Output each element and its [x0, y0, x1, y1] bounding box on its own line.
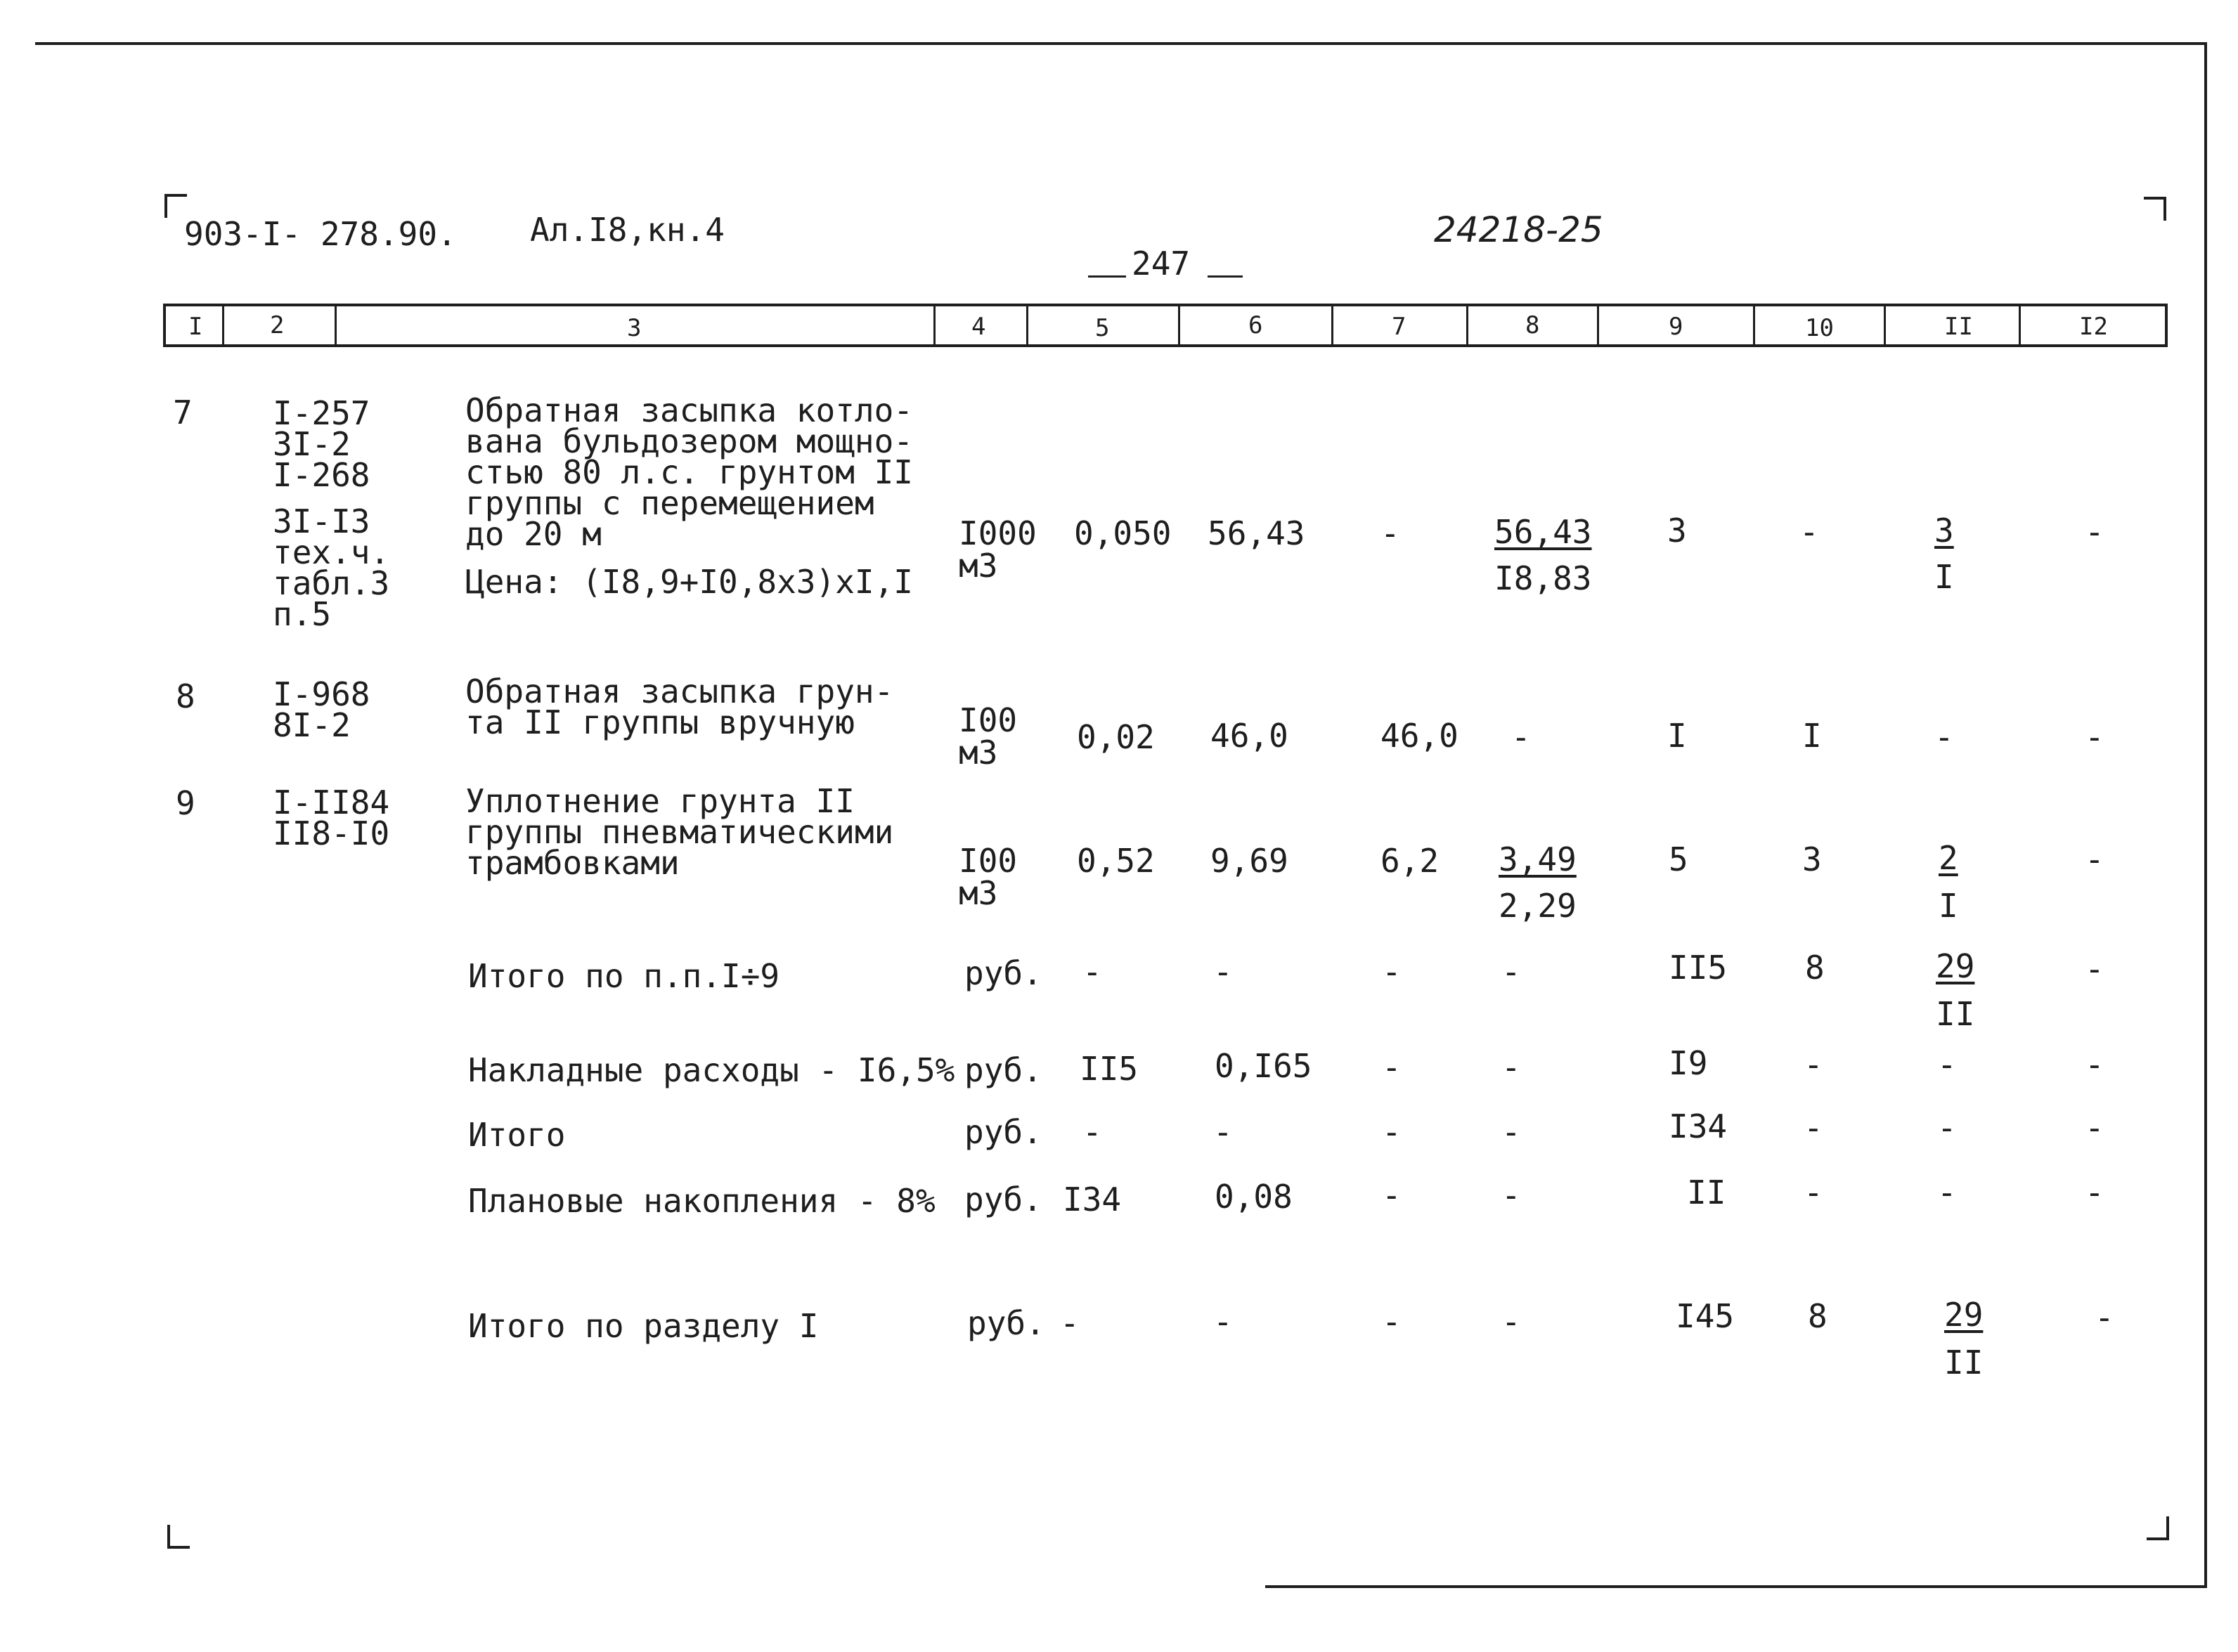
summary-planned-savings-col6: 0,08 [1215, 1178, 1293, 1216]
corner-mark-bottom-left [167, 1525, 190, 1549]
row-8-col12: - [2085, 718, 2104, 756]
row-8-unit-measure: м3 [959, 734, 998, 772]
row-9-col9: 5 [1669, 840, 1688, 878]
summary-total-unit: руб. [964, 1113, 1042, 1151]
summary-subtotal-label: Итого по п.п.I÷9 [468, 957, 780, 995]
row-7-number: 7 [173, 394, 193, 431]
summary-planned-savings-col11: - [1937, 1173, 1957, 1211]
page-number: 247 [1132, 245, 1191, 282]
row-8-desc-1: Обратная засыпка грун- [465, 672, 894, 710]
row-8-code-1: I-968 [273, 675, 370, 713]
right-border-line [2204, 42, 2207, 1588]
col-divider-9 [1753, 304, 1755, 347]
col-divider-1 [222, 304, 224, 347]
col-divider-2 [335, 304, 337, 347]
summary-total-label: Итого [468, 1116, 566, 1154]
column-header-row [163, 304, 2168, 347]
row-9-code-1: I-II84 [273, 783, 390, 821]
row-9-col6: 9,69 [1210, 842, 1288, 880]
row-8-number: 8 [176, 677, 195, 715]
row-9-col10: 3 [1802, 840, 1822, 878]
summary-section-total-unit: руб. [967, 1304, 1045, 1342]
summary-planned-savings-col5: I34 [1063, 1181, 1122, 1218]
row-7-col7: - [1380, 514, 1400, 552]
summary-subtotal-col12: - [2085, 950, 2104, 988]
summary-overhead-col12: - [2085, 1046, 2104, 1084]
summary-subtotal-col11-bottom: II [1936, 995, 1975, 1033]
row-7-code-4: 3I-I3 [273, 502, 370, 540]
row-8-col6: 46,0 [1210, 717, 1288, 755]
summary-total-col9: I34 [1669, 1107, 1728, 1145]
top-border-line [35, 42, 2207, 45]
summary-overhead-col5: II5 [1080, 1050, 1139, 1088]
row-7-code-7: п.5 [273, 595, 332, 633]
summary-section-total-label: Итого по разделу I [468, 1307, 819, 1345]
row-9-desc-1: Уплотнение грунта II [465, 782, 855, 820]
summary-overhead-label: Накладные расходы - I6,5% [468, 1051, 955, 1089]
col-divider-7 [1466, 304, 1468, 347]
row-8-col9: I [1667, 717, 1687, 755]
row-7-desc-4: группы с перемещением [465, 484, 874, 522]
row-9-desc-2: группы пневматическими [465, 813, 894, 851]
row-7-col10: - [1799, 513, 1819, 551]
summary-overhead-col6: 0,I65 [1215, 1047, 1312, 1085]
summary-section-total-col12: - [2095, 1299, 2114, 1336]
corner-mark-top-right [2144, 197, 2166, 221]
col-header-2: 2 [270, 311, 285, 339]
row-7-code-6: табл.3 [273, 564, 390, 602]
row-7-col6: 56,43 [1208, 514, 1305, 552]
summary-overhead-unit: руб. [964, 1051, 1042, 1089]
summary-overhead-col11: - [1937, 1046, 1957, 1084]
summary-total-col10: - [1804, 1109, 1823, 1147]
summary-section-total-col6: - [1213, 1303, 1233, 1341]
summary-subtotal-col5: - [1082, 953, 1102, 991]
row-7-code-3: I-268 [273, 456, 370, 494]
summary-overhead-col7: - [1382, 1048, 1402, 1086]
col-header-6: 6 [1248, 311, 1263, 339]
summary-total-col11: - [1937, 1109, 1957, 1147]
col-header-3: 3 [627, 314, 642, 342]
row-9-unit-qty: I00 [959, 842, 1018, 880]
row-9-col7: 6,2 [1380, 842, 1440, 880]
col-divider-6 [1331, 304, 1333, 347]
summary-planned-savings-col9: II [1687, 1173, 1726, 1211]
col-header-9: 9 [1669, 313, 1683, 341]
col-divider-10 [1884, 304, 1886, 347]
summary-section-total-col5: - [1060, 1304, 1080, 1342]
row-7-desc-1: Обратная засыпка котло- [465, 391, 913, 429]
row-7-code-5: тех.ч. [273, 533, 390, 571]
summary-planned-savings-col12: - [2085, 1173, 2104, 1211]
summary-section-total-col7: - [1382, 1303, 1402, 1341]
row-9-code-2: II8-I0 [273, 814, 390, 852]
page-number-dash-left [1088, 275, 1126, 278]
row-7-unit-measure: м3 [959, 547, 998, 585]
row-9-col5: 0,52 [1077, 842, 1155, 880]
summary-planned-savings-unit: руб. [964, 1181, 1042, 1218]
row-7-col8-top: 56,43 [1494, 513, 1592, 551]
page-number-dash-right [1208, 275, 1243, 278]
bottom-border-line [1265, 1585, 2207, 1588]
summary-overhead-col9: I9 [1669, 1044, 1708, 1082]
row-7-col11-top: 3 [1934, 512, 1954, 549]
row-7-code-2: 3I-2 [273, 425, 351, 463]
row-8-desc-2: та II группы вручную [465, 703, 855, 741]
summary-section-total-col8: - [1501, 1303, 1521, 1341]
summary-planned-savings-label: Плановые накопления - 8% [468, 1182, 936, 1220]
row-7-desc-5: до 20 м [465, 515, 602, 553]
summary-subtotal-col9: II5 [1669, 949, 1728, 987]
row-9-unit-measure: м3 [959, 874, 998, 912]
summary-subtotal-col8: - [1501, 953, 1521, 991]
col-header-12: I2 [2079, 313, 2108, 341]
row-9-col8-top: 3,49 [1499, 840, 1577, 878]
summary-total-col5: - [1082, 1113, 1102, 1151]
summary-section-total-col11-top: 29 [1944, 1296, 1984, 1334]
row-7-col8-bottom: I8,83 [1494, 559, 1592, 597]
album-reference: Ал.I8,кн.4 [530, 211, 725, 249]
row-7-col12: - [2085, 513, 2104, 551]
summary-subtotal-col10: 8 [1805, 949, 1825, 987]
col-header-7: 7 [1392, 313, 1406, 341]
summary-overhead-col8: - [1501, 1048, 1521, 1086]
row-8-code-2: 8I-2 [273, 706, 351, 744]
row-9-col12: - [2085, 840, 2104, 878]
summary-total-col7: - [1382, 1113, 1402, 1151]
summary-subtotal-col7: - [1382, 953, 1402, 991]
row-8-col8: - [1511, 718, 1531, 756]
col-divider-5 [1178, 304, 1180, 347]
row-7-desc-3: стью 80 л.с. грунтом II [465, 453, 913, 491]
row-8-col5: 0,02 [1077, 718, 1155, 756]
corner-mark-top-left [164, 194, 187, 218]
col-divider-11 [2019, 304, 2021, 347]
summary-subtotal-col11-top: 29 [1936, 947, 1975, 985]
summary-total-col12: - [2085, 1109, 2104, 1147]
summary-overhead-col10: - [1804, 1046, 1823, 1084]
summary-total-col8: - [1501, 1113, 1521, 1151]
summary-section-total-col9: I45 [1676, 1297, 1735, 1335]
row-8-unit-qty: I00 [959, 701, 1018, 739]
row-8-col7: 46,0 [1380, 717, 1458, 755]
row-7-desc-2: вана бульдозером мощно- [465, 422, 913, 460]
summary-subtotal-unit: руб. [964, 954, 1042, 992]
summary-subtotal-col6: - [1213, 953, 1233, 991]
col-header-8: 8 [1525, 311, 1540, 339]
col-divider-4 [1026, 304, 1028, 347]
row-7-col11-bottom: I [1934, 558, 1954, 596]
row-8-col11: - [1934, 718, 1954, 756]
summary-section-total-col10: 8 [1808, 1297, 1828, 1335]
col-divider-8 [1597, 304, 1599, 347]
col-header-5: 5 [1095, 314, 1110, 342]
row-9-number: 9 [176, 784, 195, 822]
summary-planned-savings-col8: - [1501, 1176, 1521, 1214]
row-9-col11-top: 2 [1939, 839, 1958, 877]
row-7-code-1: I-257 [273, 394, 370, 432]
col-divider-3 [933, 304, 936, 347]
summary-planned-savings-col7: - [1382, 1176, 1402, 1214]
doc-code: 903-I- 278.90. [184, 215, 457, 253]
row-7-col5: 0,050 [1074, 514, 1172, 552]
col-header-1: I [188, 313, 203, 341]
col-header-4: 4 [971, 313, 986, 341]
row-9-desc-3: трамбовками [465, 844, 680, 882]
col-header-11: II [1944, 313, 1973, 341]
handwritten-number: 24218-25 [1434, 209, 1603, 250]
row-7-price-formula: Цена: (I8,9+I0,8x3)xI,I [465, 563, 913, 601]
row-9-col8-bottom: 2,29 [1499, 887, 1577, 925]
summary-total-col6: - [1213, 1113, 1233, 1151]
row-7-unit-qty: I000 [959, 514, 1037, 552]
row-9-col11-bottom: I [1939, 887, 1958, 925]
corner-mark-bottom-right [2147, 1516, 2169, 1540]
row-8-col10: I [1802, 717, 1822, 755]
summary-planned-savings-col10: - [1804, 1173, 1823, 1211]
col-header-10: 10 [1805, 314, 1834, 342]
row-7-col9: 3 [1667, 512, 1687, 549]
summary-section-total-col11-bottom: II [1944, 1344, 1984, 1381]
